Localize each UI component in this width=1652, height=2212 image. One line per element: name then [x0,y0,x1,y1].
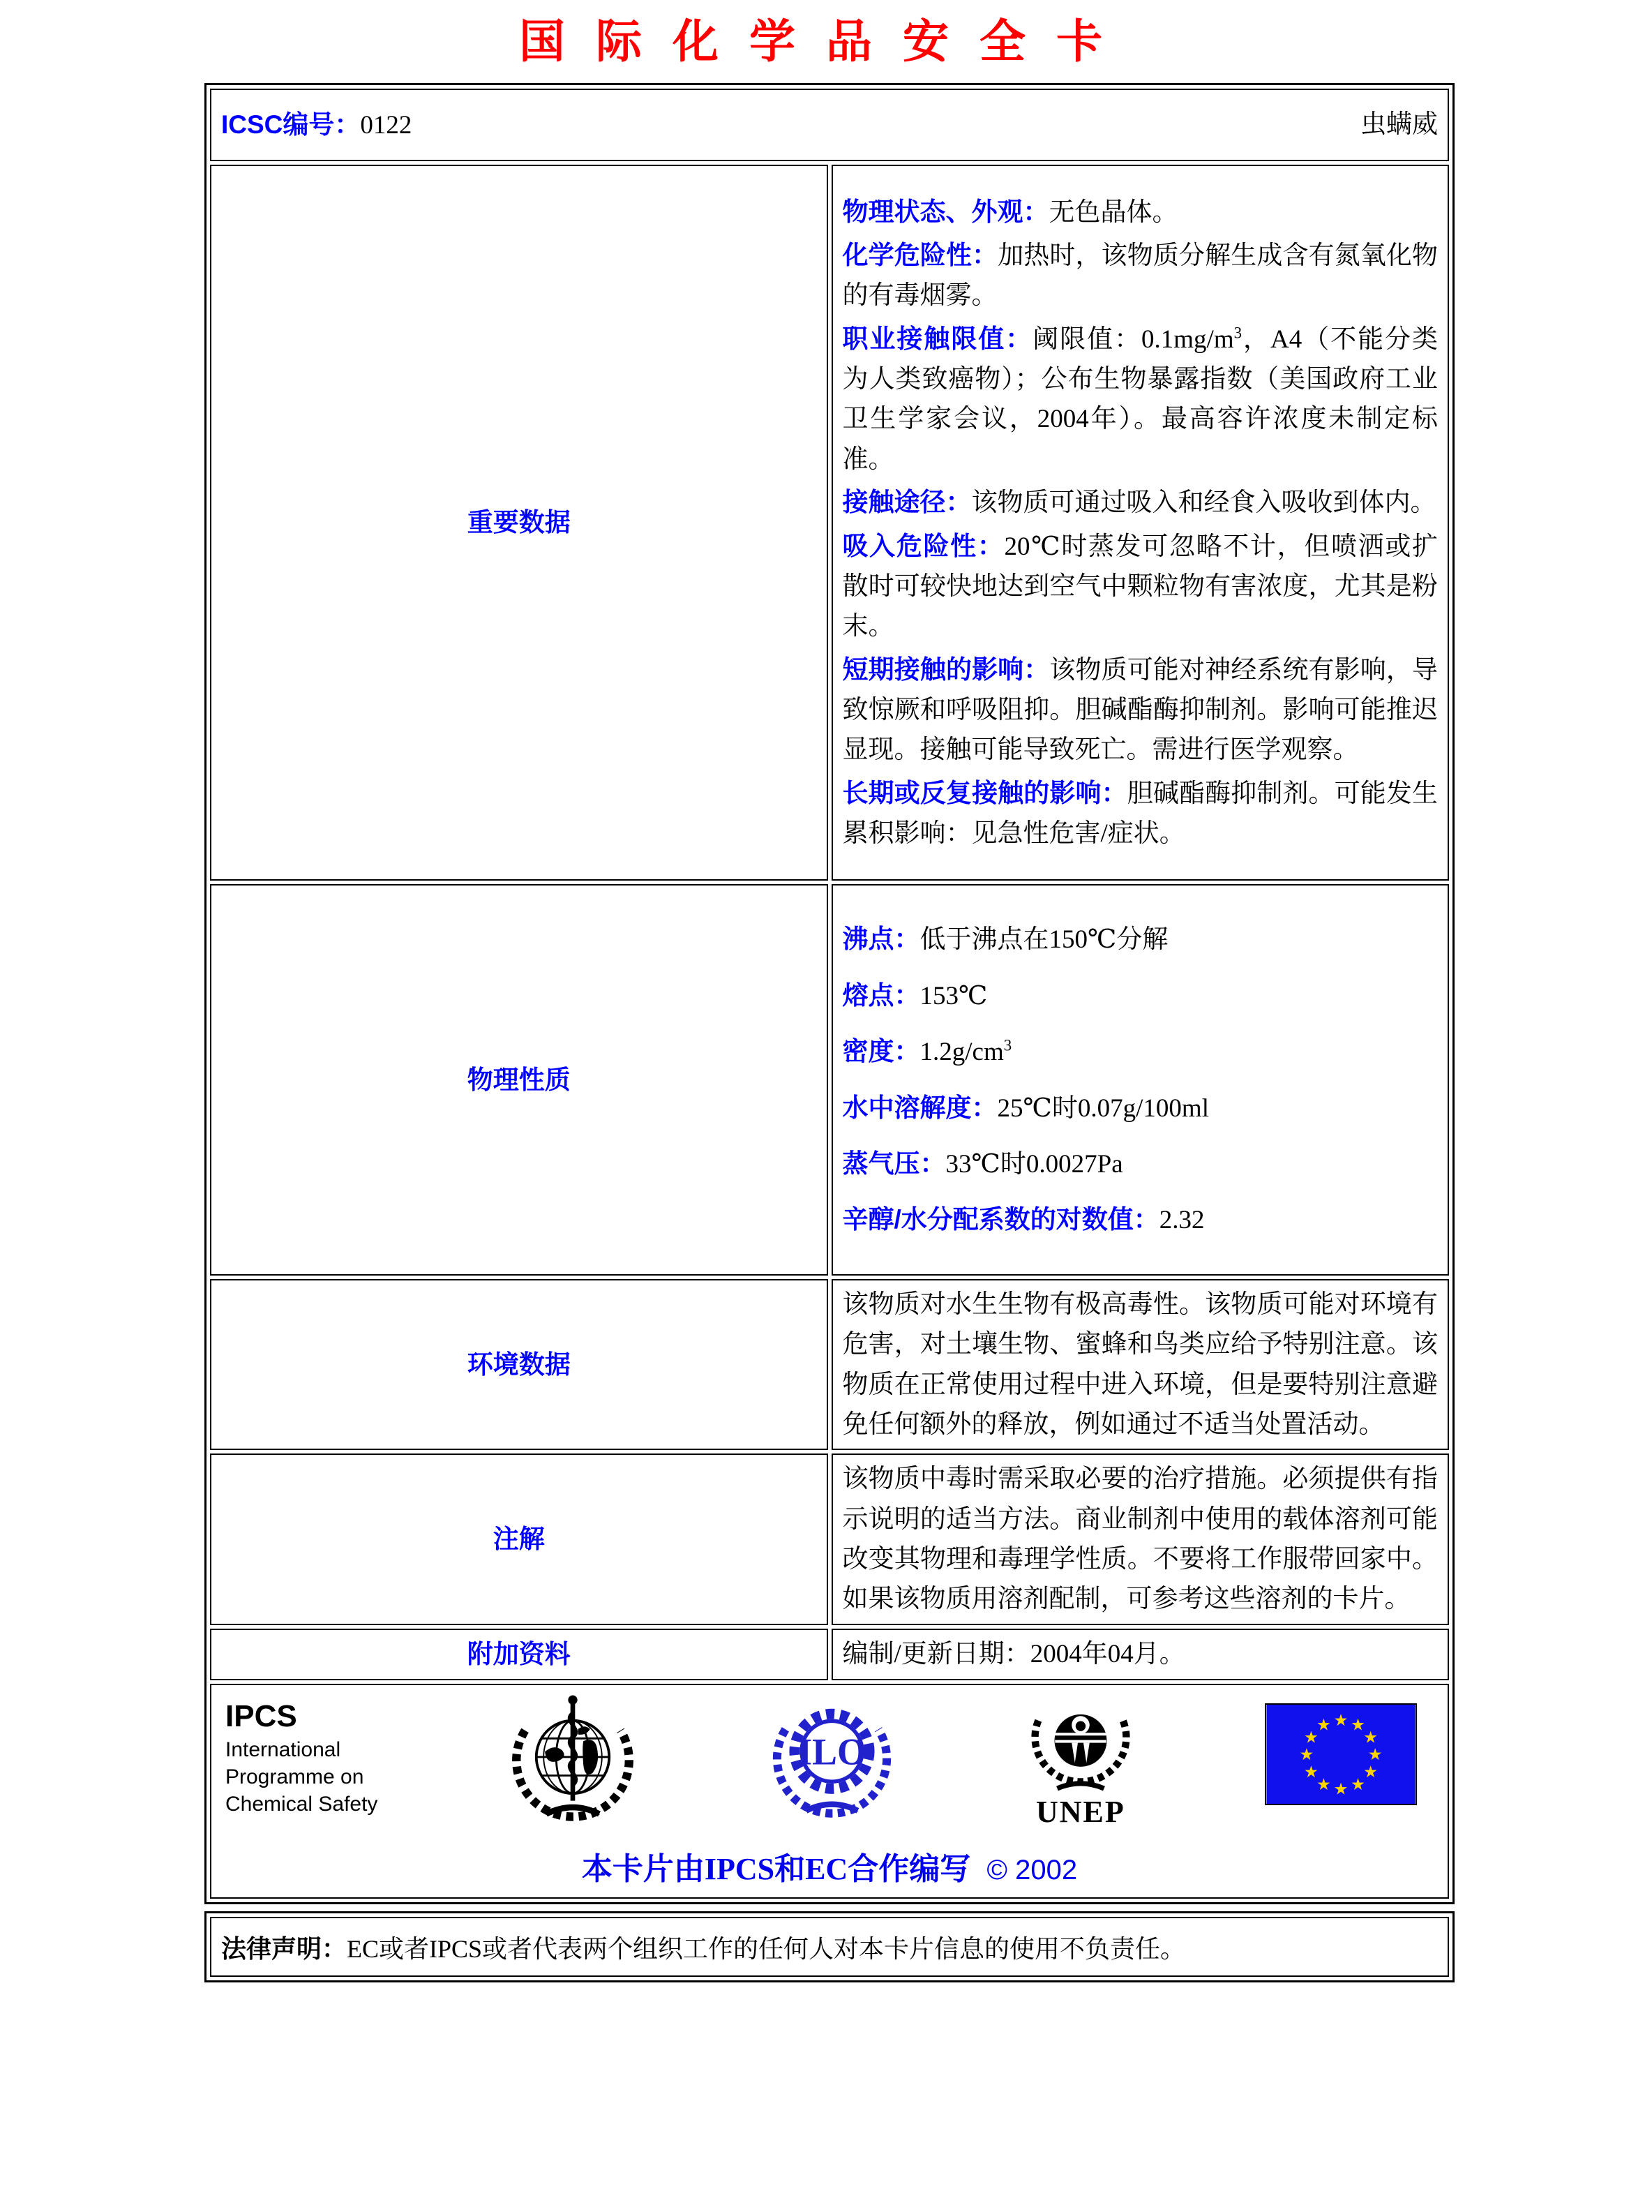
physical-item-vapor-pressure: 蒸气压：33℃时0.0027Pa [842,1149,1123,1179]
chemical-name: 虫螨威 [1360,110,1438,140]
notes-row [210,1454,1449,1624]
svg-text:★: ★ [1351,1774,1365,1794]
notes-side-label: 注解 [210,1454,828,1624]
icsc-number-value: 0122 [360,110,412,140]
legal-text: EC或者IPCS或者代表两个组织工作的任何人对本卡片信息的使用不负责任。 [347,1934,1186,1963]
logos-cell [210,1684,1449,1899]
important-item-long-term-effects: 长期或反复接触的影响：胆碱酯酶抑制剂。可能发生累积影响：见急性危害/症状。 [842,778,1438,848]
header-cell [210,89,1449,161]
physical-item-octanol-water: 辛醇/水分配系数的对数值：2.32 [842,1205,1205,1235]
environment-data-side-label: 环境数据 [210,1279,828,1450]
unep-logo-text: UNEP [1035,1794,1125,1829]
important-data-row [210,165,1449,881]
important-item-exposure-routes: 接触途径：该物质可通过吸入和经食入吸收到体内。 [842,488,1436,518]
svg-text:★: ★ [1316,1774,1331,1794]
svg-text:★: ★ [1351,1715,1365,1735]
eu-flag-icon [1265,1703,1417,1805]
superscript: 3 [1233,324,1242,342]
icsc-number-group [221,105,412,145]
important-data-content [832,165,1450,881]
environment-data-content: 该物质对水生生物有极高毒性。该物质可能对环境有危害，对土壤生物、蜜蜂和鸟类应给予特别注意。该物质在正常使用过程中进入环境，但是要特别注意避免任何额外的释放，例如通过不适当处置活动。 [832,1279,1450,1450]
physical-item-melting-point: 熔点：153℃ [842,980,988,1010]
header-row [210,89,1449,161]
ilo-logo-icon [767,1689,896,1818]
physical-item-boiling-point: 沸点：低于沸点在150℃分解 [842,925,1169,955]
physical-item-water-solubility: 水中溶解度：25℃时0.07g/100ml [842,1093,1209,1123]
icsc-number-label: ICSC编号： [221,110,361,139]
additional-info-side-label: 附加资料 [210,1629,828,1680]
important-data-side-label: 重要数据 [210,165,828,881]
legal-table [204,1911,1455,1982]
legal-label: 法律声明： [221,1934,347,1963]
superscript: 3 [1003,1036,1012,1054]
additional-info-content: 编制/更新日期：2004年04月。 [832,1629,1450,1680]
svg-text:★: ★ [1316,1715,1331,1735]
credit-line [221,1846,1438,1893]
unep-logo-icon [1025,1689,1136,1794]
icsc-main-table [204,83,1455,1904]
svg-text:★: ★ [1367,1744,1383,1764]
important-item-exposure-limits: 职业接触限值：阈限值：$0.1mg/m^3$，A4（不能分类为人类致癌物）；公布生物暴露指数（美国政府工业卫生学家会议，2004年）。最高容许浓度未制定标准。 [842,324,1439,474]
physical-properties-row [210,884,1449,1276]
logos-row [210,1684,1449,1899]
svg-text:★: ★ [1333,1779,1349,1799]
who-logo-icon [506,1689,639,1822]
ipcs-acronym: IPCS [225,1698,297,1733]
legal-row [210,1917,1449,1977]
physical-item-density: 密度：$1.2g/cm^3$ [842,1036,1012,1067]
physical-properties-content [832,884,1450,1276]
legal-cell [210,1917,1449,1977]
ipcs-text-block: IPCS International Programme on Chemical Safety [225,1689,377,1818]
svg-text:★: ★ [1303,1728,1319,1747]
important-item-physical-state: 物理状态、外观：无色晶体。 [842,197,1178,227]
important-item-inhalation-risk: 吸入危险性：20℃时蒸发可忽略不计，但喷洒或扩散时可较快地达到空气中颗粒物有害浓度，尤其是粉末。 [842,531,1438,641]
physical-properties-side-label: 物理性质 [210,884,828,1276]
svg-text:★: ★ [1363,1728,1379,1747]
page-title: 国际化学品安全卡 [519,17,1133,68]
svg-text:★: ★ [1363,1762,1379,1781]
unep-logo-block [1025,1689,1136,1836]
environment-data-row [210,1279,1449,1450]
svg-text:★: ★ [1333,1710,1349,1730]
notes-content: 该物质中毒时需采取必要的治疗措施。必须提供有指示说明的适当方法。商业制剂中使用的载体溶剂可能改变其物理和毒理学性质。不要将工作服带回家中。如果该物质用溶剂配制，可参考这些溶剂的卡片。 [832,1454,1450,1624]
credit-text: 本卡片由IPCS和EC合作编写 [581,1851,971,1886]
important-item-chemical-danger: 化学危险性：加热时，该物质分解生成含有氮氧化物的有毒烟雾。 [842,241,1439,311]
additional-info-row [210,1629,1449,1680]
svg-text:★: ★ [1303,1762,1319,1781]
logos-strip [221,1689,1438,1836]
credit-year: © 2002 [986,1854,1078,1885]
important-item-short-term-effects: 短期接触的影响：该物质可能对神经系统有影响，导致惊厥和呼吸阻抑。胆碱酯酶抑制剂。影响可能推迟显现。接触可能导致死亡。需进行医学观察。 [842,655,1439,765]
ilo-logo-text: ILO [797,1731,866,1773]
svg-text:★: ★ [1299,1744,1314,1764]
